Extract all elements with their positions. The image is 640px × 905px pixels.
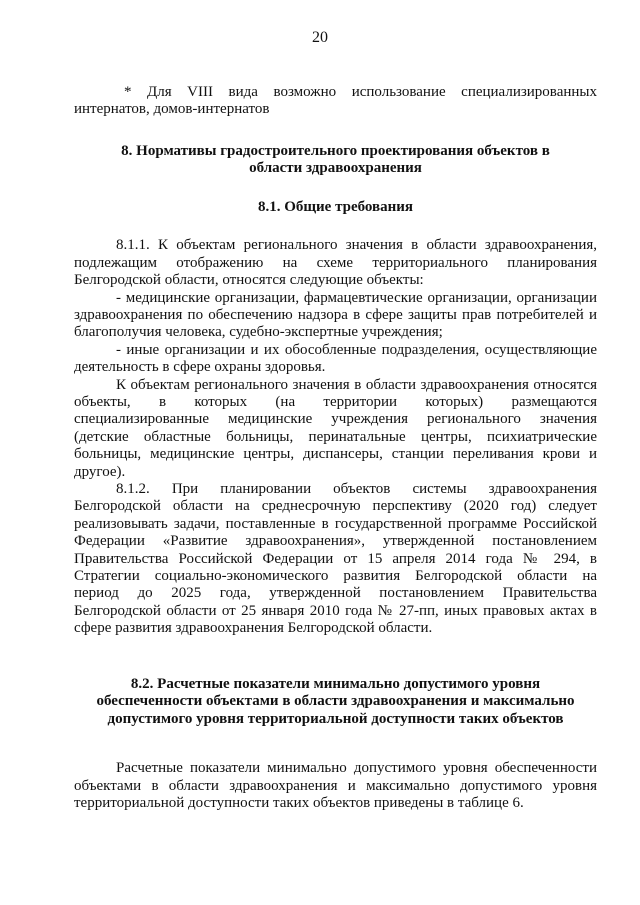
heading-line: области здравоохранения [249,160,422,177]
text-line: Федерации «Развитие здравоохранения», утвержденной постановлением [74,533,597,550]
heading-line: допустимого уровня территориальной доступности таких объектов [107,710,564,727]
text-line: Правительства Российской Федерации от 15 апреля 2014 года № 294, в [74,550,597,567]
page-number: 20 [312,29,328,46]
text-line: - медицинские организации, фармацевтические организации, организации [116,289,597,306]
text-line: период до 2025 года, утвержденной постановлением Правительства [74,585,597,602]
paragraph-8-1-1 [74,237,597,289]
heading-line: обеспеченности объектами в области здравоохранения и максимально [96,693,575,710]
text-line: благополучия человека, судебно-экспертные учреждения; [74,324,443,341]
text-line: больницы, медицинские центры, диспансеры, станции переливания крови и [74,446,597,463]
text-line: К объектам регионального значения в области здравоохранения относятся [116,376,597,393]
paragraph-regional-objects [74,377,597,481]
paragraph-medical-orgs [74,290,597,342]
footnote-line: * Для VIII вида возможно использование специализированных [124,84,597,100]
text-line: другое). [74,463,126,480]
text-line: Белгородской области на среднесрочную перспективу (2020 год) следует [74,498,597,515]
section-8-2-heading [74,676,597,729]
text-line: здравоохранения по обеспечению надзора в сфере защиты прав потребителей и [74,306,597,323]
text-line: специализированные медицинские учреждения регионального значения [74,411,597,428]
text-line: территориальной доступности таких объектов приведены в таблице 6. [74,794,524,811]
document-body [74,84,597,812]
text-line: подлежащим отображению на схеме территориального планирования [74,254,597,271]
footnote [74,84,597,119]
text-line: Расчетные показатели минимально допустимого уровня обеспеченности [116,760,597,777]
text-line: объекты, в которых (на территории которых) размещаются [74,393,597,410]
heading-line: 8.2. Расчетные показатели минимально допустимого уровня [130,675,541,692]
text-line: 8.1.2. При планировании объектов системы здравоохранения [116,481,597,497]
paragraph-8-2 [74,760,597,812]
text-line: (детские областные больницы, перинатальные центры, психиатрические [74,428,597,445]
paragraph-8-1-2 [74,481,597,638]
text-line: Белгородской области от 25 января 2010 года № 27-пп, иных правовых актах в [74,602,597,619]
paragraph-other-orgs [74,342,597,377]
footnote-line: интернатов, домов-интернатов [74,101,270,118]
text-line: Белгородской области, относятся следующие объекты: [74,272,424,289]
heading-line: 8. Нормативы градостроительного проектирования объектов в [121,142,550,159]
text-line: объектами в области здравоохранения и максимально допустимого уровня [74,777,597,794]
section-8-heading [74,143,597,178]
text-line: сфере развития здравоохранения Белгородской области. [74,620,433,637]
text-line: 8.1.1. К объектам регионального значения в области здравоохранения, [116,237,597,254]
text-line: реализовывать задачи, поставленные в государственной программе Российской [74,515,597,532]
text-line: Стратегии социально-экономического развития Белгородской области на [74,568,597,585]
text-line: деятельность в сфере охраны здоровья. [74,359,326,376]
text-line: - иные организации и их обособленные подразделения, осуществляющие [116,341,597,358]
section-8-1-heading: 8.1. Общие требования [257,198,414,215]
